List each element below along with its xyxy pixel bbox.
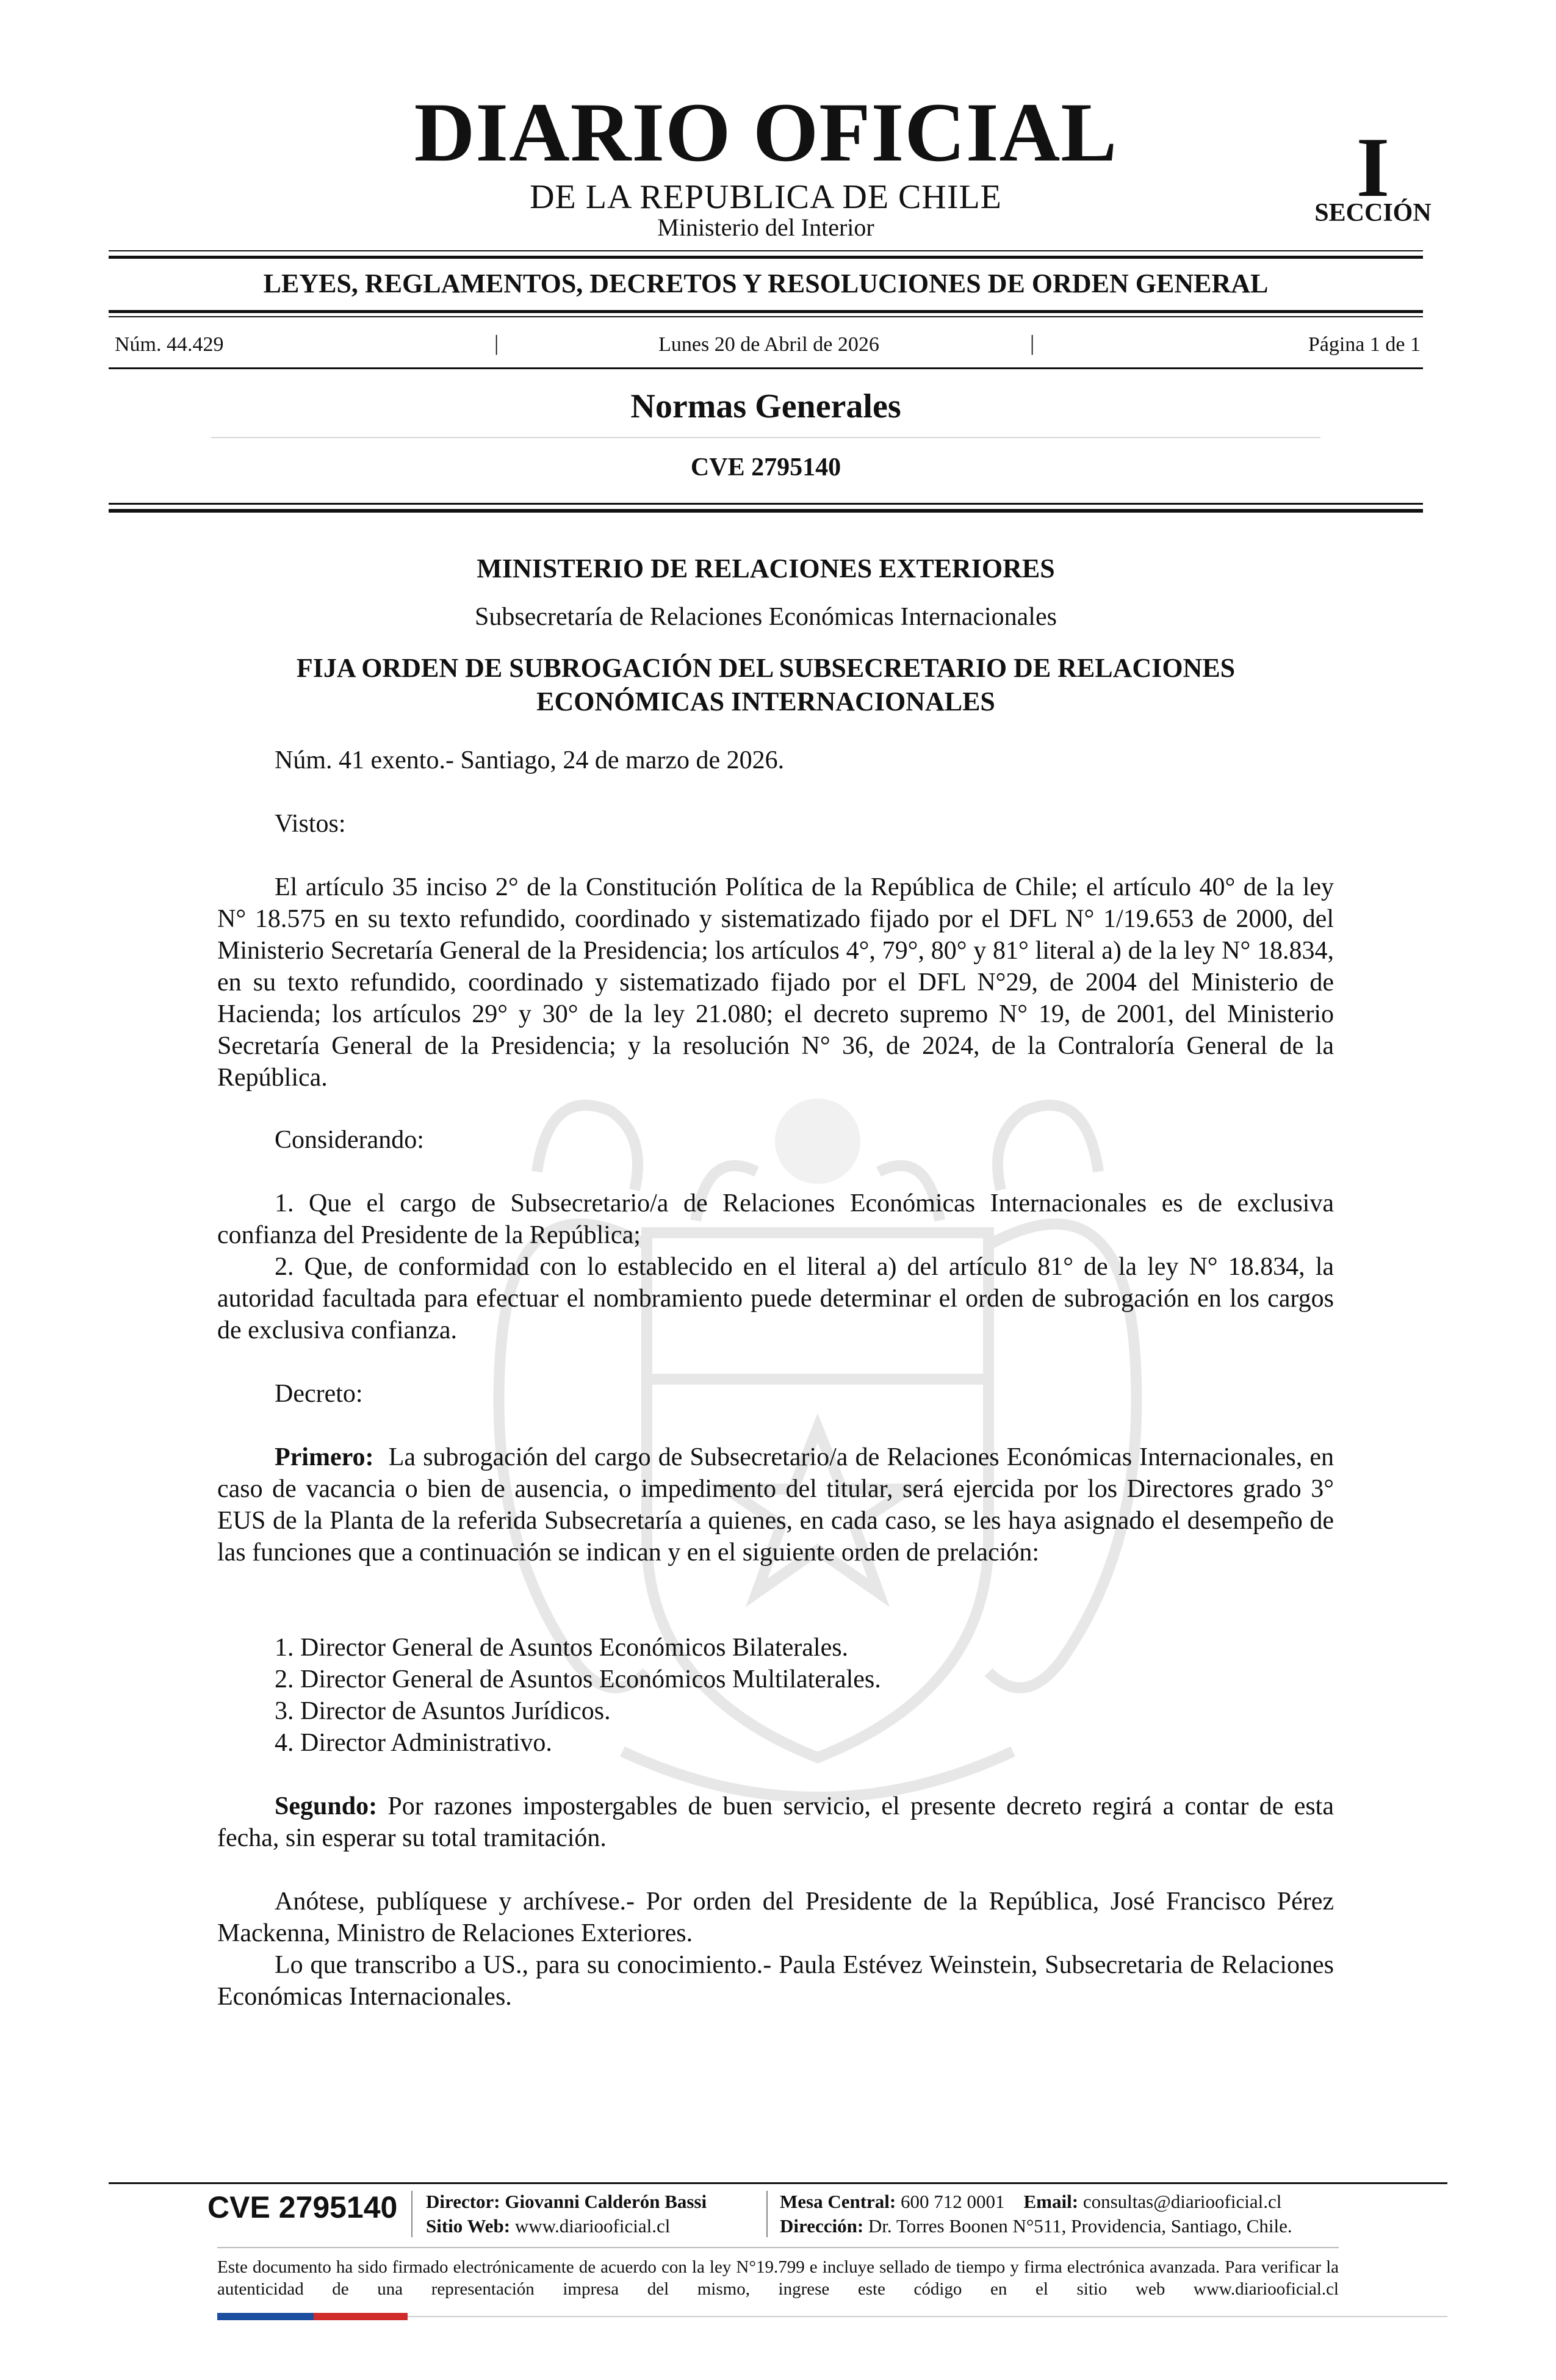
section-number: I bbox=[1356, 120, 1390, 215]
article-primero bbox=[217, 1441, 1334, 1568]
phone-label: Mesa Central: bbox=[780, 2191, 896, 2212]
header-rule-6 bbox=[109, 503, 1423, 505]
header-separator: | bbox=[1030, 331, 1035, 355]
header-rule-5 bbox=[109, 367, 1423, 369]
list-item: 1. Director General de Asuntos Económicos Bilaterales. bbox=[275, 1634, 849, 1662]
signature-disclaimer: Este documento ha sido firmado electrónicamente de acuerdo con la ley N°19.799 e incluye sellado de tiempo y firma electrónica avanzada. Para verificar la autenticidad de una representación impresa del mismo, ingrese este código en el sitio web www.diariooficial.cl bbox=[217, 2257, 1339, 2299]
director-name: Giovanni Calderón Bassi bbox=[505, 2191, 707, 2212]
header-separator: | bbox=[494, 331, 499, 355]
cve-code: CVE 2795140 bbox=[690, 453, 841, 481]
issue-number: Núm. 44.429 bbox=[115, 333, 224, 356]
address-value: Dr. Torres Boonen N°511, Providencia, Santiago, Chile. bbox=[868, 2215, 1292, 2237]
prelacion-list bbox=[275, 1632, 881, 1759]
header-rule-7 bbox=[109, 509, 1423, 513]
masthead-ministry: Ministerio del Interior bbox=[657, 214, 874, 241]
issue-date: Lunes 20 de Abril de 2026 bbox=[658, 333, 879, 356]
flag-stripe-blue bbox=[217, 2313, 314, 2320]
considerando-item-2: 2. Que, de conformidad con lo establecido en el literal a) del artículo 81° de la ley N° 18.834, la autoridad facultada para efectuar el nombramiento puede determinar el orden de subrogación en los cargos de exclusiva confianza. bbox=[217, 1253, 1334, 1344]
closing-paragraph: Anótese, publíquese y archívese.- Por orden del Presidente de la República, José Francisco Pérez Mackenna, Ministro de Relaciones Exteriores. bbox=[217, 1888, 1334, 1947]
header-rule-1 bbox=[109, 250, 1423, 251]
article-segundo-text: Por razones impostergables de buen servicio, el presente decreto regirá a contar de esta fecha, sin esperar su total tramitación. bbox=[217, 1792, 1334, 1852]
article-segundo bbox=[217, 1790, 1334, 1854]
section-label: SECCIÓN bbox=[1314, 199, 1432, 227]
decree-title: FIJA ORDEN DE SUBROGACIÓN DEL SUBSECRETARIO DE RELACIONES ECONÓMICAS INTERNACIONALES bbox=[296, 653, 1236, 716]
footer-director bbox=[426, 2192, 707, 2211]
page-indicator: Página 1 de 1 bbox=[1308, 333, 1421, 356]
email-link[interactable]: consultas@diariooficial.cl bbox=[1082, 2191, 1282, 2212]
director-label: Director: bbox=[426, 2191, 500, 2212]
article-primero-label: Primero: bbox=[275, 1443, 374, 1471]
list-item: 3. Director de Asuntos Jurídicos. bbox=[275, 1697, 611, 1725]
masthead-title: DIARIO OFICIAL bbox=[414, 85, 1118, 179]
website-link[interactable]: www.diariooficial.cl bbox=[514, 2215, 671, 2237]
decreto-heading: Decreto: bbox=[275, 1380, 363, 1408]
decree-number-line: Núm. 41 exento.- Santiago, 24 de marzo de 2026. bbox=[275, 746, 785, 774]
footer-rule bbox=[109, 2182, 1447, 2184]
website-label: Sitio Web: bbox=[426, 2215, 511, 2237]
considerando-heading: Considerando: bbox=[275, 1126, 424, 1154]
email-label: Email: bbox=[1023, 2191, 1079, 2212]
section-banner: LEYES, REGLAMENTOS, DECRETOS Y RESOLUCIONES DE ORDEN GENERAL bbox=[263, 269, 1269, 298]
footer-contact bbox=[780, 2192, 1281, 2211]
footer-divider bbox=[217, 2247, 1339, 2248]
header-rule-3 bbox=[109, 310, 1423, 313]
transcription-paragraph: Lo que transcribo a US., para su conocimiento.- Paula Estévez Weinstein, Subsecretaria de Relaciones Económicas Internacionales. bbox=[217, 1951, 1334, 2011]
vistos-paragraph: El artículo 35 inciso 2° de la Constitución Política de la República de Chile; el artículo 40° de la ley N° 18.575 en su texto refundido, coordinado y sistematizado fijado por el DFL N° 1/19.653 de 2000, del Ministerio Secretaría General de la Presidencia; los artículos 4°, 79°, 80° y 81° literal a) de la ley N° 18.834, en su texto refundido, coordinado y sistematizado fijado por el DFL N°29, de 2004 del Ministerio de Hacienda; los artículos 29° y 30° de la ley 21.080; el decreto supremo N° 19, de 2001, del Ministerio Secretaría General de la Presidencia; y la resolución N° 36, de 2024, de la Contraloría General de la República. bbox=[217, 873, 1334, 1092]
issuing-undersecretariat: Subsecretaría de Relaciones Económicas Internacionales bbox=[475, 603, 1057, 631]
footer-address bbox=[780, 2216, 1292, 2235]
category-divider bbox=[211, 437, 1320, 438]
header-rule-2 bbox=[109, 256, 1423, 259]
flag-stripe-red bbox=[314, 2313, 408, 2320]
list-item: 4. Director Administrativo. bbox=[275, 1729, 552, 1757]
footer-separator bbox=[766, 2191, 768, 2237]
footer-separator bbox=[411, 2191, 412, 2237]
issuing-ministry: MINISTERIO DE RELACIONES EXTERIORES bbox=[477, 554, 1055, 583]
footer-website bbox=[426, 2216, 670, 2235]
phone-value: 600 712 0001 bbox=[901, 2191, 1005, 2212]
header-rule-4 bbox=[109, 316, 1423, 317]
article-segundo-label: Segundo: bbox=[275, 1792, 378, 1820]
address-label: Dirección: bbox=[780, 2215, 864, 2237]
article-primero-text: La subrogación del cargo de Subsecretario/a de Relaciones Económicas Internacionales, en caso de vacancia o bien de ausencia, o impedimento del titular, será ejercida por los Directores grado 3° EUS de la Planta de la referida Subsecretaría a quienes, en cada caso, se les haya asignado el desempeño de las funciones que a continuación se indican y en el siguiente orden de prelación: bbox=[217, 1443, 1334, 1567]
considerando-item-1: 1. Que el cargo de Subsecretario/a de Relaciones Económicas Internacionales es de exclusiva confianza del Presidente de la República; bbox=[217, 1189, 1334, 1249]
category-title: Normas Generales bbox=[630, 388, 901, 425]
footer-bottom-rule bbox=[408, 2316, 1447, 2317]
vistos-heading: Vistos: bbox=[275, 810, 346, 838]
footer-cve-code: CVE 2795140 bbox=[207, 2190, 398, 2224]
list-item: 2. Director General de Asuntos Económicos Multilaterales. bbox=[275, 1665, 881, 1693]
masthead-subtitle: DE LA REPUBLICA DE CHILE bbox=[530, 178, 1002, 216]
